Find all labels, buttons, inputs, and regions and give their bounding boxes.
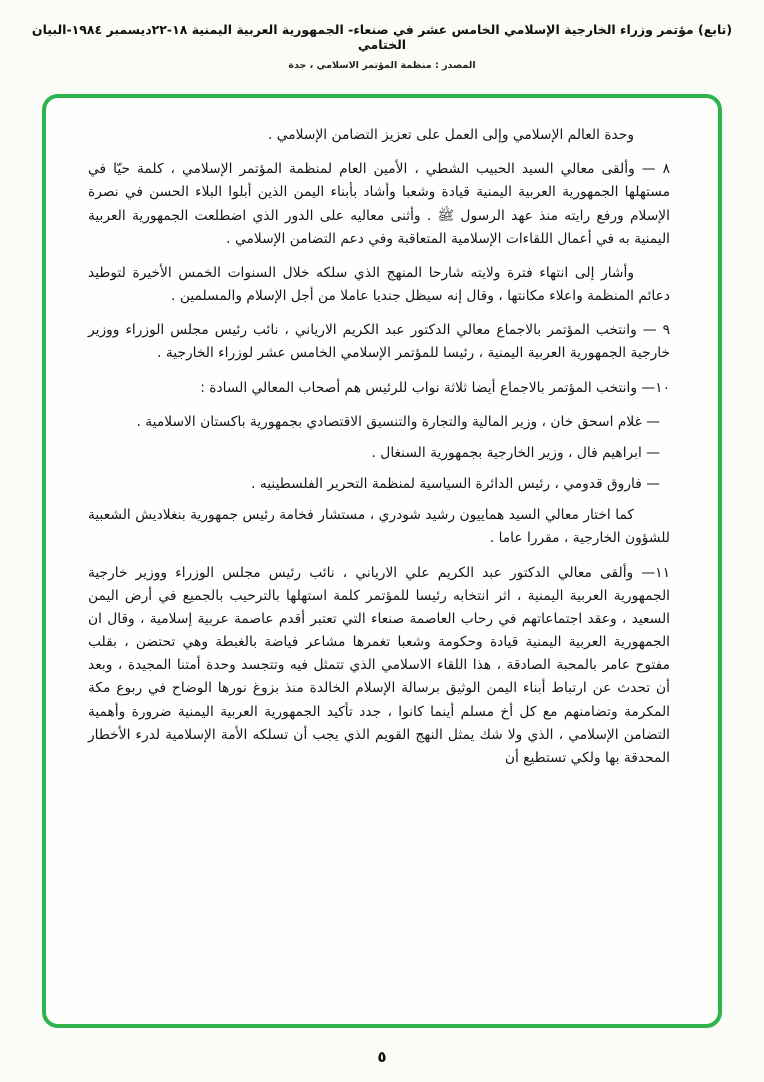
page-number: ٥ bbox=[377, 1048, 387, 1066]
paragraph-item-9: ٩ — وانتخب المؤتمر بالاجماع معالي الدكتور عبد الكريم الارياني ، نائب رئيس مجلس الوزراء ووزير خارجية الجمهورية العربية اليمنية ، رئيسا للمؤتمر الإسلامي الخامس عشر لوزراء الخارجية . bbox=[88, 322, 670, 362]
list-item-senegal: — ابراهيم فال ، وزير الخارجية بجمهورية السنغال . bbox=[371, 444, 660, 461]
header-title: (تابع) مؤتمر وزراء الخارجية الإسلامي الخامس عشر في صنعاء- الجمهورية العربية اليمنية ١٨-٢٢ديسمبر ١٩٨٤-البيان الختامي bbox=[31, 22, 733, 52]
page-footer bbox=[0, 1048, 764, 1066]
paragraph-rapporteur: كما اختار معالي السيد هماييون رشيد شودري ، مستشار فخامة رئيس جمهورية بنغلاديش الشعبية للشؤون الخارجية ، مقررا عاما . bbox=[88, 507, 670, 547]
paragraph-item-8: ٨ — وألقى معالي السيد الحبيب الشطي ، الأمين العام لمنظمة المؤتمر الإسلامي ، كلمة حيّا في مستهلها الجمهورية العربية اليمنية قيادة وشعبا وأشاد بأبناء اليمن الذين أبلوا البلاء الحسن في نصرة الإسلام ورفع رايته منذ عهد الرسول ﷺ . وأثنى معاليه على الدور الذي اضطلعت الجمهورية العربية اليمنية به في أعمال اللقاءات الإسلامية المتعاقبة وفي دعم التضامن الإسلامي . bbox=[88, 161, 670, 247]
document-header bbox=[0, 22, 764, 71]
list-item-plo: — فاروق قدومي ، رئيس الدائرة السياسية لمنظمة التحرير الفلسطينيه . bbox=[251, 476, 660, 493]
list-item-pakistan: — غلام اسحق خان ، وزير المالية والتجارة والتنسيق الاقتصادي بجمهورية باكستان الاسلامية . bbox=[136, 413, 660, 430]
paragraph-continuation: وحدة العالم الإسلامي وإلى العمل على تعزيز التضامن الإسلامي . bbox=[267, 127, 634, 143]
header-source: المصدر : منظمة المؤتمر الاسلامي ، جدة bbox=[288, 60, 476, 71]
paragraph-item-10: ١٠— وانتخب المؤتمر بالاجماع أيضا ثلاثة نواب للرئيس هم أصحاب المعالي السادة : bbox=[200, 379, 670, 396]
paragraph-item-11: ١١— وألقى معالي الدكتور عبد الكريم علي الارياني ، نائب رئيس مجلس الوزراء ووزير خارجية الجمهورية العربية اليمنية ، اثر انتخابه رئيسا للمؤتمر كلمة استهلها بالترحيب بالجميع في أرض اليمن السعيد ، وعقد اجتماعاتهم في رحاب العاصمة صنعاء التي تعتبر أقدم عاصمة عربية إسلامية ، وقال ان الجمهورية العربية اليمنية قيادة وحكومة وشعبا تغمرها مشاعر فياضة بالغبطة وهي تحتضن ، بقلب مفتوح عامر بالمحبة الصادقة ، هذا اللقاء الاسلامي الذي تتمثل فيه وتتجسد وحدة أمتنا المجيدة ، وبعد أن تحدث عن ارتباط أبناء اليمن الوثيق برسالة الإسلام الخالدة منذ بزوغ نورها الوضاح في ربوع مكة المكرمة وتضامنهم مع كل أخ مسلم أينما كانوا ، جدد تأكيد الجمهورية العربية اليمنية ضرورة وأهمية التضامن الإسلامي ، الذي ولا شك يمثل النهج القويم الذي يجب أن تسلكه الأمة الإسلامية لدرء الأخطار المحدقة بها ولكي تستطيع أن bbox=[88, 564, 670, 766]
content-frame bbox=[42, 94, 722, 1028]
paragraph-term-end: وأشار إلى انتهاء فترة ولايته شارحا المنهج الذي سلكه خلال السنوات الخمس الأخيرة لتوطيد دعائم المنظمة واعلاء مكانتها ، وقال إنه سيظل جنديا عاملا من أجل الإسلام والمسلمين . bbox=[88, 264, 670, 305]
